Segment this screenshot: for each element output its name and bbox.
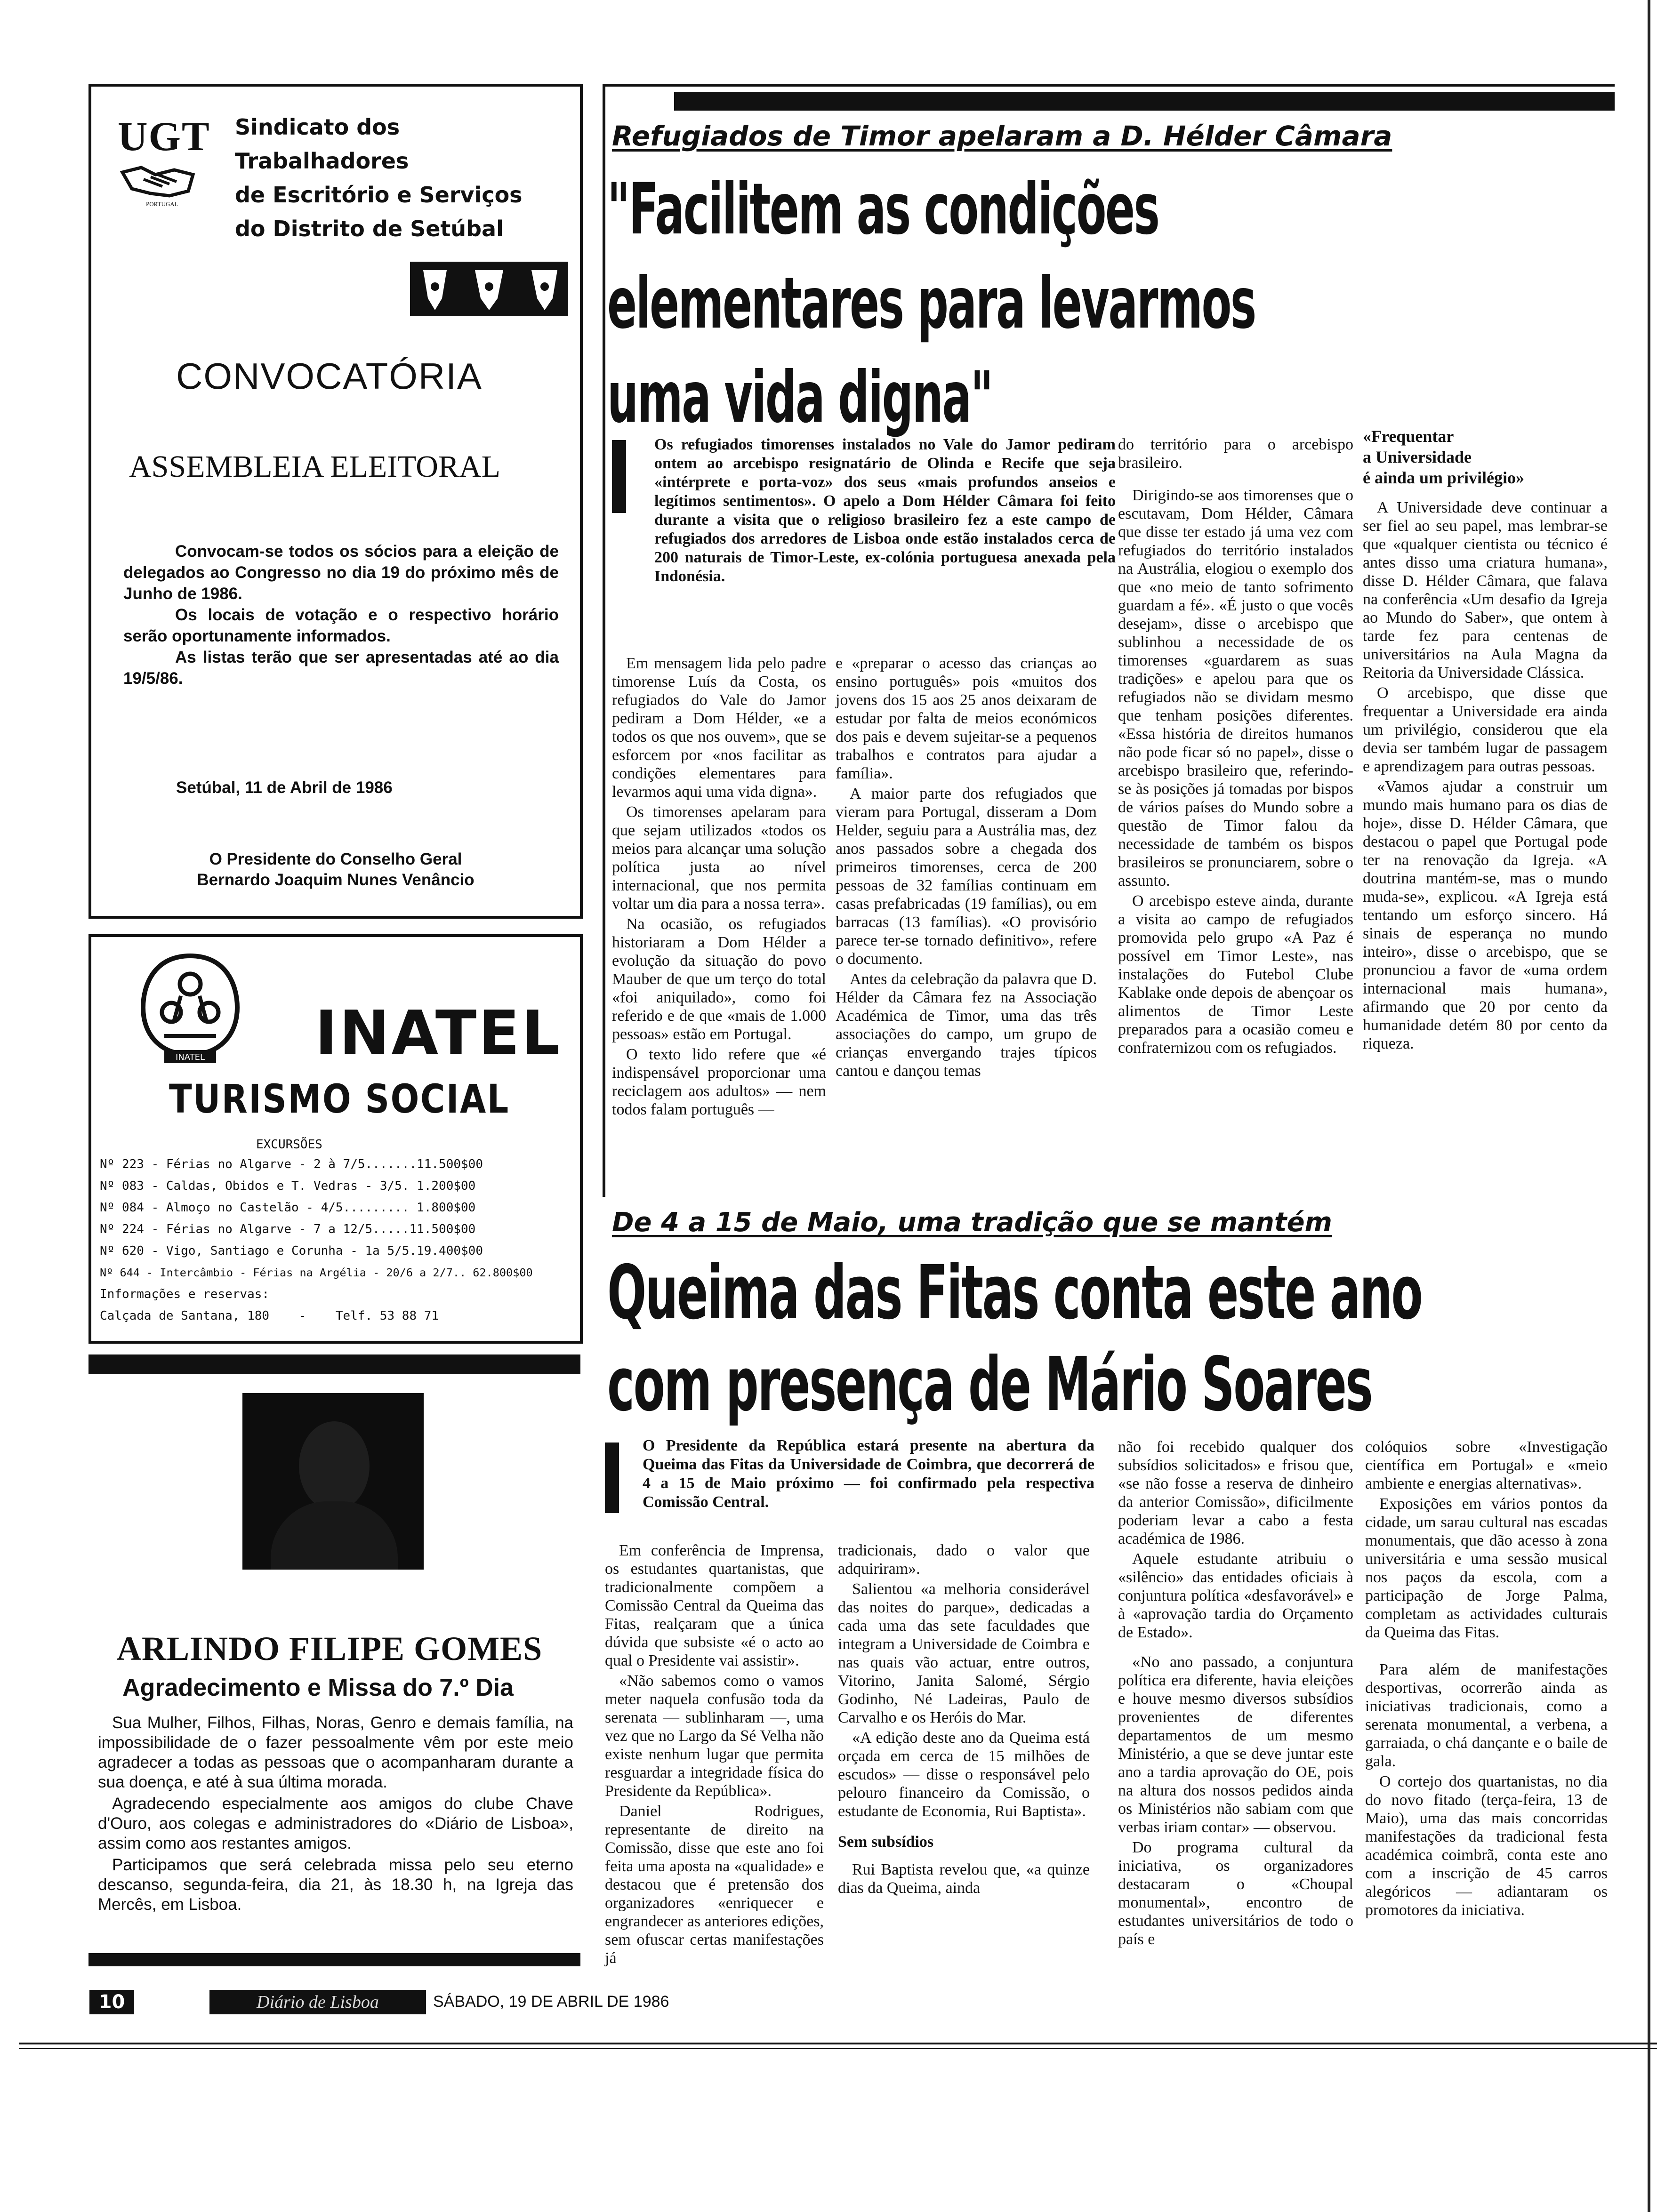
excursions-heading: EXCURSÕES <box>256 1138 322 1152</box>
booking-address: Calçada de Santana, 180 - Telf. 53 88 71 <box>100 1309 439 1323</box>
body-paragraph: Os timorenses apelaram para que sejam utilizados «todos os meios para alcançar uma solução política justa ao nível internacional, que nos permita voltar um dia para a nossa terra». <box>612 803 826 913</box>
obituary-photo <box>242 1393 424 1570</box>
body-paragraph: do território para o arcebispo brasileiro. <box>1118 436 1353 472</box>
article-queima-kicker: De 4 a 15 de Maio, uma tradição que se mantém <box>612 1207 1332 1238</box>
headline-line: Queima das Fitas conta este ano <box>607 1250 1422 1336</box>
body-paragraph: Aquele estudante atribuiu o «silêncio» das entidades oficiais à conjuntura política «desfavorável» e à «aprovação tardia do Orçamento de Estado». <box>1118 1550 1353 1641</box>
page-number: 10 <box>98 1991 125 2013</box>
footer-rule <box>19 2043 1657 2044</box>
excursion-item: Nº 083 - Caldas, Obidos e T. Vedras - 3/5. 1.200$00 <box>100 1179 476 1193</box>
article-queima-col-3 <box>1118 1438 1353 1950</box>
body-paragraph: «No ano passado, a conjuntura política era diferente, havia eleições e houve mesmo diversos subsídios provenientes de diferentes departamentos de um mesmo Ministério, a que se deve juntar este ano a tardia aprovação do OE, pois na altura dos nossos pedidos ainda os Ministérios não sabiam com que verbas iriam contar» — observou. <box>1118 1653 1353 1836</box>
excursion-item: Nº 084 - Almoço no Castelão - 4/5......... 1.800$00 <box>100 1201 476 1215</box>
ugt-org-line-3: do Distrito de Setúbal <box>235 216 504 241</box>
convocatoria-title: CONVOCATÓRIA <box>176 355 483 397</box>
inatel-name: INATEL <box>315 998 562 1068</box>
body-paragraph: Salientou «a melhoria considerável das noites do parque», dedicadas a cada uma das sete faculdades que integram a Universidade de Coimbra e nas quais vão actuar, entre outros, Vitorino, Janita Salomé, Sérgio Godinho, Né Ladeiras, Paulo de Carvalho e os Heróis do Mar. <box>838 1580 1090 1726</box>
ugt-signature-name: Bernardo Joaquim Nunes Venâncio <box>197 871 475 889</box>
excursions-list <box>100 1154 580 1327</box>
ugt-logo-sub: PORTUGAL <box>146 200 178 208</box>
inatel-logo-label: INATEL <box>175 1052 205 1062</box>
headline-line: elementares para levarmos <box>607 263 1255 345</box>
page-footer <box>61 1990 683 2018</box>
article-queima-col-2 <box>838 1541 1090 1899</box>
article-queima-lede: O Presidente da República estará presente na abertura da Queima das Fitas da Universidade de Coimbra, que decorrerá de 4 a 15 de Maio próximo — foi confirmado pela respectiva Comissão Central. <box>643 1437 1094 1511</box>
obituary-para: Participamos que será celebrada missa pelo seu eterno descanso, segunda-feira, dia 21, às 18.30 h, na Igreja das Mercês, em Lisboa. <box>98 1856 573 1914</box>
body-paragraph: colóquios sobre «Investigação científica em Portugal» e «meio ambiente e energias alternativas». <box>1365 1438 1608 1492</box>
body-paragraph: Em mensagem lida pelo padre timorense Luís da Costa, os refugiados do Vale do Jamor pediram a Dom Hélder, «e a todos os que nos ouvem», que se esforcem por «nos facilitar as condições elementares para levarmos aqui uma vida digna». <box>612 655 826 801</box>
ugt-notice-para-1: Convocam-se todos os sócios para a eleição de delegados ao Congresso no dia 19 do próximo mês de Junho de 1986. <box>123 542 559 603</box>
ugt-notice-date: Setúbal, 11 de Abril de 1986 <box>176 778 393 797</box>
obituary-para: Sua Mulher, Filhos, Filhas, Noras, Genro e demais família, na impossibilidade de o fazer pessoalmente vêm por este meio agradecer a todas as pessoas que o acompanharam durante a sua doença, e até à sua última morada. <box>98 1714 573 1791</box>
inatel-logo-icon <box>136 951 244 1069</box>
excursion-item: Nº 223 - Férias no Algarve - 2 à 7/5.......11.500$00 <box>100 1157 483 1171</box>
ugt-notice-para-2: Os locais de votação e o respectivo horário serão oportunamente informados. <box>123 606 559 645</box>
body-paragraph: «Vamos ajudar a construir um mundo mais humano para os dias de hoje», disse D. Hélder Câmara, que destacou o papel que Portugal pode ter na renovação da Igreja. «A doutrina mantém-se, mas o mundo muda-se», explicou. «A Igreja está tentando um esforço sincero. Há sinais de esperança no mundo inteiro», disse o arcebispo, que se pronunciou a favor de «uma ordem internacional mais humana», afirmando que 20 por cento da humanidade detém 80 por cento da riqueza. <box>1363 778 1608 1052</box>
ugt-advertisement <box>88 84 583 919</box>
body-paragraph: não foi recebido qualquer dos subsídios solicitados» e frisou que, «se não fosse a reserva de dinheiro da anterior Comissão», dificilmente poderiam levar a cabo a festa académica de 1986. <box>1118 1438 1353 1547</box>
subheading-line: a Universidade <box>1363 448 1472 466</box>
article-timor-kicker: Refugiados de Timor apelaram a D. Hélder Câmara <box>612 120 1392 152</box>
ugt-org-name <box>235 110 564 246</box>
body-paragraph: Exposições em vários pontos da cidade, um sarau cultural nas escadas monumentais, que dão acesso à zona universitária e uma sessão musical nos paços da escola, com a participação de Jorge Palma, completam as actividades culturais da Queima das Fitas. <box>1365 1495 1608 1641</box>
ugt-org-line-1: Sindicato dos Trabalhadores <box>235 114 409 174</box>
body-paragraph: A maior parte dos refugiados que vieram para Portugal, disseram a Dom Helder, seguiu para a Austrália mas, dez anos passados sobre a chegada dos primeiros timorenses, cerca de 200 pessoas de 32 famílias continuam em casas prefabricadas (19 famílias), ou em barracas (13 famílias). «O provisório parece ter-se tornado definitivo», refere o documento. <box>836 785 1097 968</box>
right-edge-rule <box>1648 0 1650 2212</box>
body-paragraph: O arcebispo, que disse que frequentar a Universidade era ainda um privilégio, considerou que ela devia ser também lugar de passagem e aprendizagem para outras pessoas. <box>1363 684 1608 775</box>
obituary-title: Agradecimento e Missa do 7.º Dia <box>122 1674 514 1701</box>
body-paragraph: Antes da celebração da palavra que D. Hélder da Câmara fez na Associação Académica de Timor, uma das três associações do campo, um grupo de crianças envergando trajes típicos cantou e dançou temas <box>836 970 1097 1080</box>
ugt-signature <box>91 849 580 890</box>
body-paragraph: Rui Baptista revelou que, «a quinze dias da Queima, ainda <box>838 1861 1090 1897</box>
body-paragraph: tradicionais, dado o valor que adquiriram». <box>838 1542 1090 1578</box>
ugt-notice-para-3: As listas terão que ser apresentadas até ao dia 19/5/86. <box>123 648 559 688</box>
obituary-top-rule <box>88 1354 580 1374</box>
obituary-para: Agradecendo especialmente aos amigos do clube Chave d'Ouro, aos colegas e administradores do «Diário de Lisboa», assim como aos restantes amigos. <box>98 1795 573 1852</box>
assembleia-subtitle: ASSEMBLEIA ELEITORAL <box>129 449 500 484</box>
body-paragraph: Em conferência de Imprensa, os estudantes quartanistas, que tradicionalmente compõem a Comissão Central da Queima das Fitas, realçaram que a única dúvida que subsiste «é o acto ao qual o Presidente vai assistir». <box>605 1542 824 1669</box>
headline-line: "Facilitem as condições <box>607 168 1159 250</box>
article-queima-col-1 <box>605 1541 824 1969</box>
article-timor-headline <box>607 162 1255 445</box>
handshake-icon <box>118 158 198 200</box>
issue-date: SÁBADO, 19 DE ABRIL DE 1986 <box>433 1993 669 2011</box>
obituary-text <box>98 1713 573 1916</box>
lede-marker <box>612 440 626 513</box>
article-timor-lede: Os refugiados timorenses instalados no Vale do Jamor pediram ontem ao arcebispo resignatário de Olinda e Recife que seja «intérprete e porta-voz» dos seus «mais profundos anseios e legítimos sentimentos». O apelo a Dom Hélder Câmara foi feito durante a visita que o religioso brasileiro fez a este campo de refugiados dos arredores de Lisboa onde estão instalados cerca de 200 naturais de Timor-Leste, ex-colónia portuguesa anexada pela Indonésia. <box>654 436 1116 585</box>
lede-marker <box>605 1443 619 1513</box>
body-paragraph: Daniel Rodrigues, representante de direito na Comissão, disse que este ano foi feita uma aposta na «qualidade» e destacou que é pretensão dos organizadores «enriquecer e engrandecer as anteriores edições, sem ofuscar certas manifestações já <box>605 1803 824 1967</box>
ugt-logo-text: UGT <box>118 114 210 160</box>
article-timor-top-bar <box>674 92 1615 111</box>
ugt-logo <box>118 114 210 215</box>
col4-subheading <box>1363 426 1608 488</box>
headline-line: uma vida digna" <box>607 357 992 439</box>
body-paragraph: Na ocasião, os refugiados historiaram a Dom Hélder a evolução da situação do povo Mauber de que um terço do total «foi aniquilado», como foi referido e de que «mais de 1.000 pessoas» estão em Portugal. <box>612 915 826 1043</box>
body-paragraph: Do programa cultural da iniciativa, os organizadores destacaram o «Choupal monumental», encontro de estudantes universitários de todo o país e <box>1118 1839 1353 1948</box>
ugt-notice-body <box>123 541 559 689</box>
article-timor-col-1 <box>612 654 826 1121</box>
body-paragraph: Para além de manifestações desportivas, ocorrerão ainda as iniciativas tradicionais, como a serenata monumental, a verbena, a garraiada, o chá dançante e o baile de gala. <box>1365 1661 1608 1770</box>
inatel-advertisement <box>88 934 583 1344</box>
pen-nibs-icon <box>409 261 569 317</box>
excursion-item: Nº 620 - Vigo, Santiago e Corunha - 1a 5/5.19.400$00 <box>100 1244 483 1258</box>
body-paragraph: e «preparar o acesso das crianças ao ensino português» pois «muitos dos jovens dos 15 aos 25 anos deixaram de estudar por falta de meios económicos dos pais e devem sujeitar-se a pequenos trabalhos e contratos para ajudar a família». <box>836 655 1097 782</box>
subhead-sem-subsidios: Sem subsídios <box>838 1833 934 1851</box>
booking-info-label: Informações e reservas: <box>100 1287 270 1301</box>
page-number-box <box>89 1990 134 2014</box>
subheading-line: é ainda um privilégio» <box>1363 468 1525 487</box>
obituary-name: ARLINDO FILIPE GOMES <box>117 1630 543 1667</box>
masthead-box <box>209 1990 426 2014</box>
obituary-bottom-rule <box>88 1953 580 1966</box>
excursion-item: Nº 644 - Intercâmbio - Férias na Argélia - 20/6 a 2/7.. 62.800$00 <box>100 1266 533 1279</box>
body-paragraph: O arcebispo esteve ainda, durante a visita ao campo de refugiados promovida pelo grupo «A Paz é possível em Timor Leste», nas instalações do Futebol Clube Kablake onde depois de abençoar os alimentos de Timor Leste preparados para a ocasião comeu e confraternizou com os refugiados. <box>1118 892 1353 1057</box>
article-timor-col-3 <box>1118 435 1353 1059</box>
body-paragraph: «A edição deste ano da Queima está orçada em cerca de 15 milhões de escudos» — disse o responsável pelo pelouro financeiro da Comissão, o estudante de Economia, Rui Baptista». <box>838 1729 1090 1820</box>
ugt-signature-role: O Presidente do Conselho Geral <box>209 850 462 868</box>
footer-rule-thin <box>19 2048 1657 2049</box>
subheading-line: «Frequentar <box>1363 427 1454 446</box>
article-timor-col-4 <box>1363 426 1608 1055</box>
article-queima-col-4 <box>1365 1438 1608 1921</box>
ugt-org-line-2: de Escritório e Serviços <box>235 182 523 208</box>
body-paragraph: O texto lido refere que «é indispensável proporcionar uma reciclagem aos adultos» — nem todos falam português — <box>612 1046 826 1118</box>
inatel-tagline: TURISMO SOCIAL <box>169 1076 510 1122</box>
masthead: Diário de Lisboa <box>257 1992 379 2012</box>
body-paragraph: Dirigindo-se aos timorenses que o escutavam, Dom Hélder, Câmara que disse ter estado já uma vez com refugiados do território instalados na Austrália, elogiou o exemplo dos que «no meio de tanto sofrimento guardam a fé». «É justo o que vocês desejam», disse o arcebispo que sublinhou a necessidade de os timorenses «guardarem as suas tradições» e apelou para que os refugiados não se dividam mesmo que tenham posições diferentes. «Essa história de direitos humanos não pode ficar só no papel», disse o arcebispo brasileiro que, referindo-se às posições já tomadas por bispos de vários países do Mundo sobre a questão de Timor falou da necessidade de também os bispos brasileiros se pronunciarem, sobre o assunto. <box>1118 487 1353 890</box>
article-queima-headline <box>607 1247 1422 1431</box>
excursion-item: Nº 224 - Férias no Algarve - 7 a 12/5.....11.500$00 <box>100 1222 476 1236</box>
body-paragraph: «Não sabemos como o vamos meter naquela confusão toda da serenata — sublinharam —, uma vez que no Largo da Sé Velha não existe nenhum lugar que permita resguardar a integridade física do Presidente da República». <box>605 1672 824 1800</box>
article-timor-col-2 <box>836 654 1097 1082</box>
body-paragraph: O cortejo dos quartanistas, no dia do novo fitado (terça-feira, 13 de Maio), uma das mais concorridas manifestações da tradicional festa académica coimbrã, conta este ano com a inscrição de 45 carros alegóricos — adiantaram os promotores da iniciativa. <box>1365 1773 1608 1919</box>
headline-line: com presença de Mário Soares <box>607 1341 1372 1428</box>
body-paragraph: A Universidade deve continuar a ser fiel ao seu papel, mas lembrar-se que «qualquer cientista ou técnico é antes disso uma criatura humana», disse D. Hélder Câmara, que falava na conferência «Um desafio da Igreja ao Mundo do Saber», que ontem à tarde fez para centenas de universitários na Aula Magna da Reitoria da Universidade Clássica. <box>1363 499 1608 681</box>
